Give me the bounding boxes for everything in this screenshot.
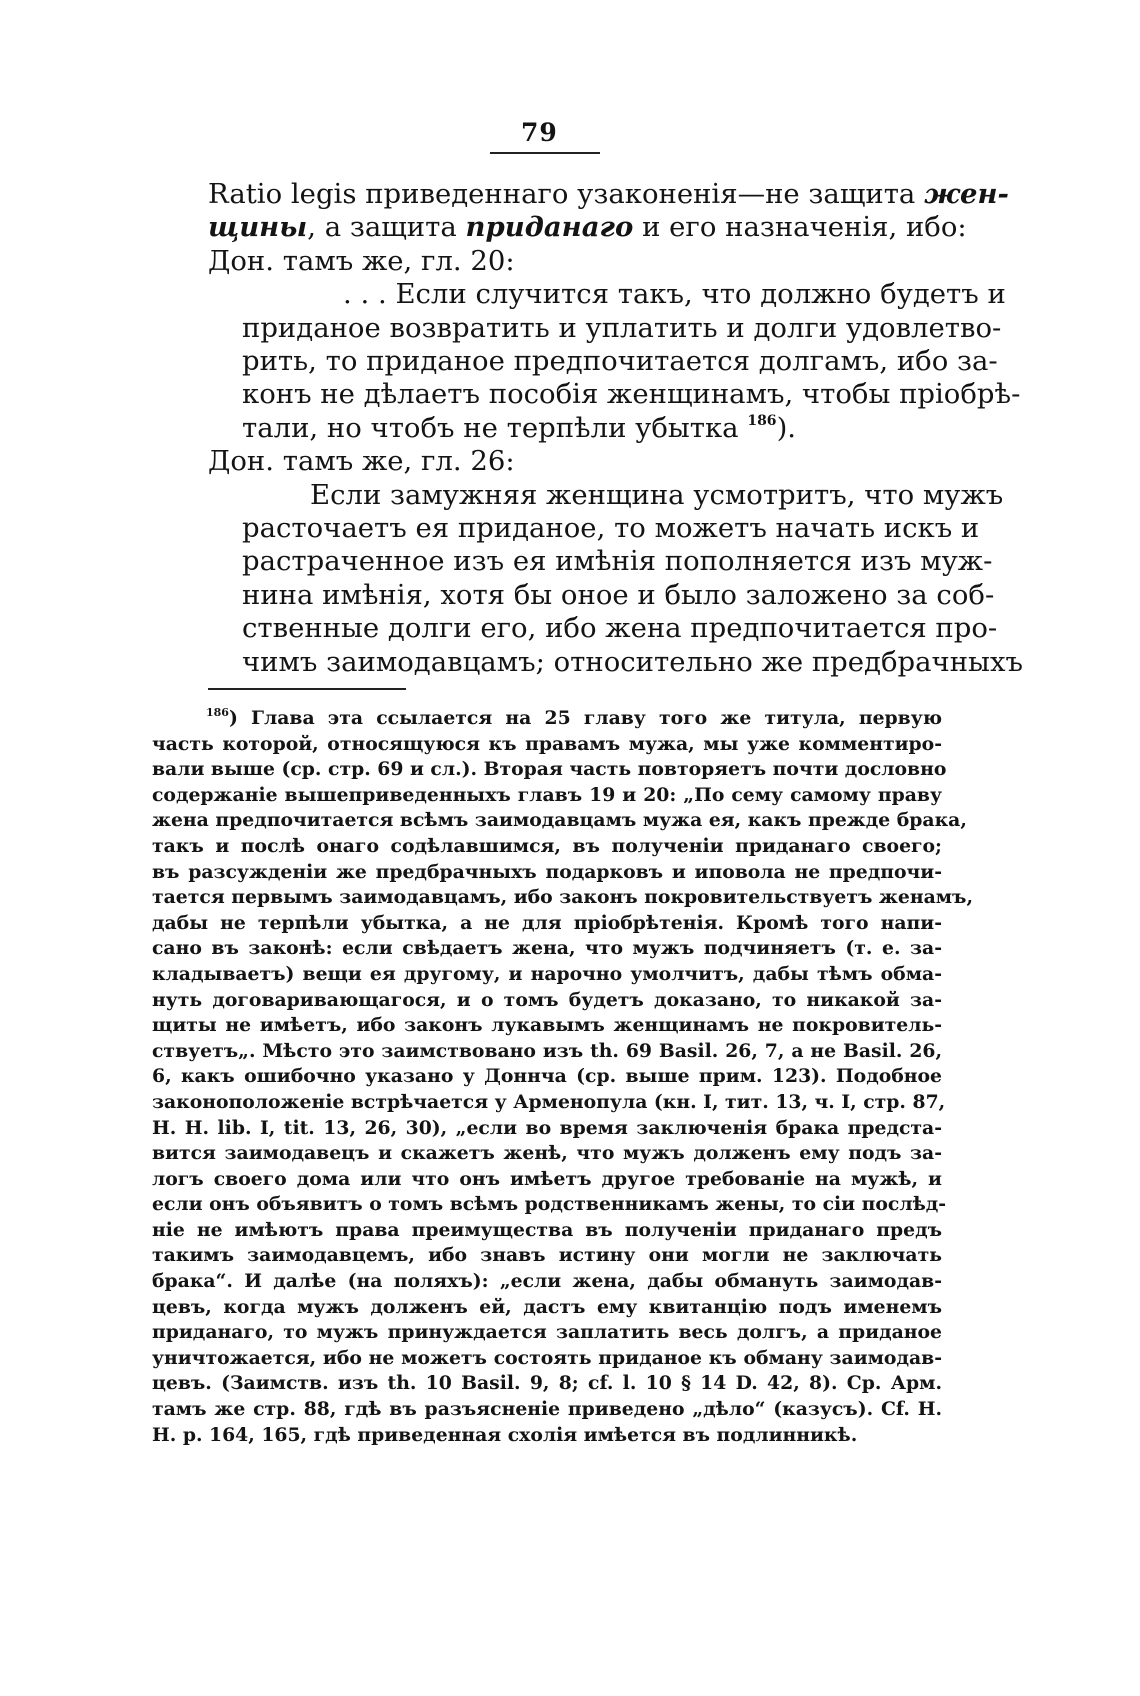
- footnote-line: цевъ, когда мужъ долженъ ей, дастъ ему квитанцію подъ именемъ: [152, 1295, 942, 1318]
- quote-block-2: [208, 478, 1023, 679]
- main-text: [208, 178, 1023, 679]
- footnote-line: брака“. И далѣе (на поляхъ): „если жена, дабы обмануть заимодав-: [152, 1270, 942, 1293]
- page-number: 79: [521, 118, 558, 147]
- text-span: Ratio legis приведеннаго узаконенія—не защита жен-: [208, 178, 1009, 210]
- source-reference: Дон. тамъ же, гл. 20:: [208, 244, 515, 277]
- footnote-line: H. H. lib. I, tit. 13, 26, 30), „если во время заключенія брака предста-: [152, 1116, 942, 1139]
- footnote-line: часть которой, относящуюся къ правамъ мужа, мы уже комментиро-: [152, 732, 942, 755]
- footnote-line: кладываетъ) вещи ея другому, и нарочно умолчитъ, дабы тѣмъ обма-: [152, 962, 942, 985]
- footnote-line: уничтожается, ибо не можетъ состоять приданое къ обману заимодав-: [152, 1346, 942, 1369]
- quote-end: ).: [776, 411, 797, 444]
- footnote-line: такимъ заимодавцемъ, ибо знавъ истину они могли не заключать: [152, 1244, 942, 1267]
- footnote-line: вится заимодавецъ и скажетъ женѣ, что мужъ долженъ ему подъ за-: [152, 1142, 942, 1165]
- emphasis: приданаго: [465, 211, 634, 244]
- emphasis: жен-: [924, 178, 1009, 210]
- main-line: [208, 211, 967, 244]
- footnote-block: [152, 706, 973, 1448]
- quote-line: ственные долги его, ибо жена предпочитается про-: [242, 612, 998, 645]
- quote-line-last: [208, 412, 940, 445]
- footnote-line: тается первымъ заимодавцамъ, ибо законъ покровительствуетъ женамъ,: [152, 886, 973, 909]
- footnote-line: вали выше (ср. стр. 69 и сл.). Вторая часть повторяетъ почти дословно: [152, 758, 947, 781]
- quote-line: расточаетъ ея приданое, то можетъ начать искъ и: [242, 512, 980, 545]
- footnote-rule: [208, 688, 406, 690]
- footnote-line: сано въ законѣ: если свѣдаетъ жена, что мужъ подчиняетъ (т. е. за-: [152, 937, 942, 960]
- footnote-line: тамъ же стр. 88, гдѣ въ разъясненіе приведено „дѣло“ (казусъ). Cf. H.: [152, 1398, 942, 1421]
- footnote-line: жена предпочитается всѣмъ заимодавцамъ мужа ея, какъ прежде брака,: [152, 809, 967, 832]
- footnote-line: дабы не терпѣли убытка, а не для пріобрѣтенія. Кромѣ того напи-: [152, 911, 942, 934]
- footnote-line: 6, какъ ошибочно указано у Доннча (ср. выше прим. 123). Подобное: [152, 1065, 942, 1088]
- quote-line: чимъ заимодавцамъ; относительно же предбрачныхъ: [242, 645, 1023, 678]
- footnote-line: нуть договаривающагося, и о томъ будетъ доказано, то никакой за-: [152, 988, 942, 1011]
- footnote-line: щиты не имѣетъ, ибо законъ лукавымъ женщинамъ не покровитель-: [152, 1014, 942, 1037]
- emphasis: щины: [208, 211, 308, 244]
- header-rule: [490, 152, 600, 154]
- quote-line: растраченное изъ ея имѣнія пополняется изъ муж-: [242, 545, 993, 578]
- text-span: щины, а защита приданаго и его назначенія, ибо:: [208, 211, 967, 244]
- footnote-line: если онъ объявитъ о томъ всѣмъ родственникамъ жены, то сіи послѣд-: [152, 1193, 947, 1216]
- footnote-line: въ разсужденіи же предбрачныхъ подарковъ и иповола не предпочи-: [152, 860, 942, 883]
- footnote-line: законоположеніе встрѣчается у Арменопула (кн. I, тит. 13, ч. I, стр. 87,: [152, 1090, 946, 1113]
- footnote-line: приданаго, то мужъ принуждается заплатить весь долгъ, а приданое: [152, 1321, 942, 1344]
- source-reference: Дон. тамъ же, гл. 26:: [208, 445, 515, 478]
- quote-line: нина имѣнія, хотя бы оное и было заложено за соб-: [242, 578, 995, 611]
- footnote-line: цевъ. (Заимств. изъ th. 10 Basil. 9, 8; cf. l. 10 § 14 D. 42, 8). Ср. Арм.: [152, 1372, 942, 1395]
- footnote-line: логъ своего дома или что онъ имѣетъ другое требованіе на мужѣ, и: [152, 1167, 942, 1190]
- quote-line: конъ не дѣлаетъ пособія женщинамъ, чтобы пріобрѣ-: [242, 378, 1021, 411]
- quote-block-1: [208, 278, 1021, 445]
- footnote-line: содержаніе вышеприведенныхъ главъ 19 и 20: „По сему самому праву: [152, 783, 942, 806]
- footnote-line: H. p. 164, 165, гдѣ приведенная схолія имѣется въ подлинникѣ.: [152, 1423, 858, 1446]
- footnote-line: ствуетъ„. Мѣсто это заимствовано изъ th. 69 Basil. 26, 7, а не Basil. 26,: [152, 1039, 942, 1062]
- footnote-marker: 186: [206, 706, 229, 719]
- footnote-line: ніе не имѣютъ права преимущества въ полученіи приданаго предъ: [152, 1218, 942, 1241]
- quote-line: приданое возвратить и уплатить и долги удовлетво-: [242, 311, 1002, 344]
- quote-line: рить, то приданое предпочитается долгамъ, ибо за-: [242, 345, 998, 378]
- quote-line: . . . Если случится такъ, что должно будетъ и: [343, 278, 1006, 311]
- footnote-line: такъ и послѣ онаго содѣлавшимся, въ полученіи приданаго своего;: [152, 834, 942, 857]
- footnote-ref: 186: [747, 412, 777, 429]
- footnote-line: $^{186}$) Глава эта ссылается на 25 главу того же титула, первую: [206, 706, 942, 729]
- quote-line: Если замужняя женщина усмотритъ, что мужъ: [310, 478, 1004, 511]
- quote-text: тали, но чтобъ не терпѣли убытка: [242, 411, 739, 444]
- main-line: [208, 178, 1009, 211]
